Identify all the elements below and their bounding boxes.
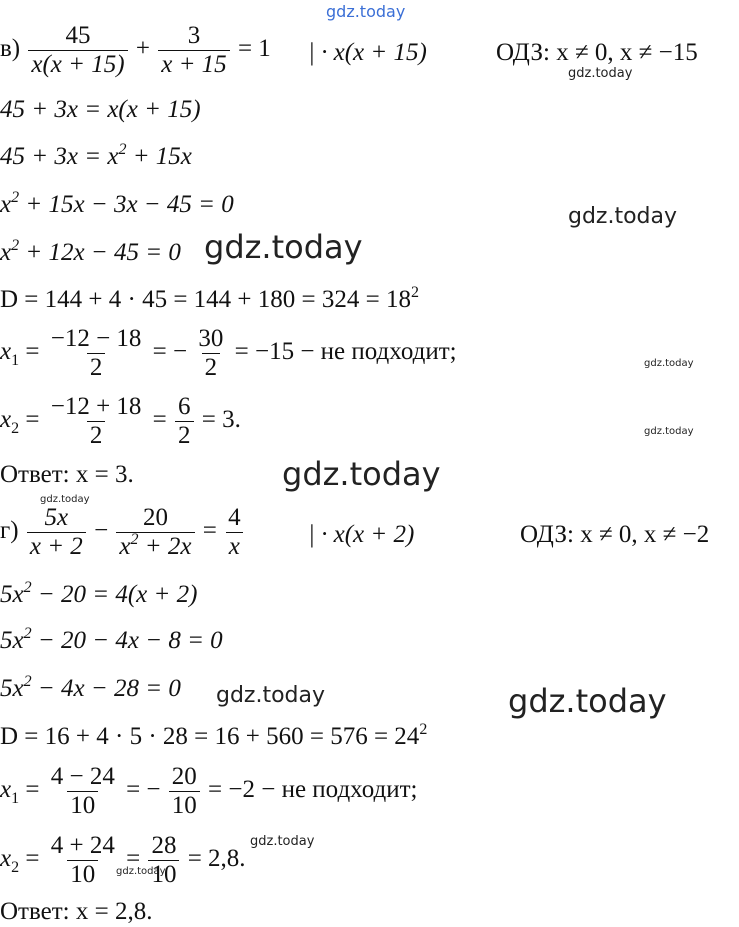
step-line: $x^2 + 15x - 3x - 45 = 0$: [0, 189, 234, 218]
watermark: gdz.today: [204, 228, 363, 266]
multiplier-note: | · x(x + 2): [308, 521, 415, 548]
watermark-top: gdz.today: [326, 2, 406, 21]
step-line: $5x^2 - 20 - 4x - 8 = 0$: [0, 625, 223, 654]
fraction: $\frac{28}{10}$: [148, 832, 179, 889]
watermark: gdz.today: [116, 866, 166, 877]
numerator: 3: [187, 22, 201, 49]
watermark: gdz.today: [644, 426, 694, 437]
fraction: $\frac{-12 - 18}{2}$: [50, 325, 142, 381]
part-label: г): [0, 517, 19, 545]
discriminant-line: $D = 144 + 4 \cdot 45 = 144 + 180 = 324 = 18^2$: [0, 284, 419, 313]
step-line: $5x^2 - 20 = 4(x + 2)$: [0, 579, 198, 608]
root-x1: $x_1$ = $\frac{-12 - 18}{2}$ = − $\frac{30}{2}$ = −15 − не подходит;: [0, 325, 457, 381]
answer-g: Ответ: x = 2,8.: [0, 898, 153, 925]
denominator: x + 15: [158, 50, 229, 79]
watermark: gdz.today: [250, 834, 315, 849]
fraction: [158, 22, 229, 79]
discriminant-line: $D = 16 + 4 \cdot 5 \cdot 28 = 16 + 560 = 576 = 24^2$: [0, 721, 428, 750]
watermark: gdz.today: [508, 682, 667, 720]
answer-v: Ответ: x = 3.: [0, 461, 134, 488]
watermark: gdz.today: [40, 494, 90, 505]
root-x2: $x_2$ = $\frac{4 + 24}{10}$ = $\frac{28}{10}$ = 2,8.: [0, 832, 246, 888]
fraction: $\frac{6}{2}$: [175, 393, 194, 450]
domain-note: ОДЗ: x ≠ 0, x ≠ −2: [520, 521, 710, 548]
domain-note: ОДЗ: x ≠ 0, x ≠ −15: [496, 39, 698, 66]
watermark: gdz.today: [568, 66, 633, 81]
denominator: x(x + 15): [28, 50, 127, 79]
fraction: $\frac{20}{10}$: [169, 763, 200, 820]
root-x2: $x_2$ = $\frac{-12 + 18}{2}$ = $\frac{6}{2}$ = 3.: [0, 393, 241, 449]
rhs: = 1: [237, 35, 271, 63]
fraction: $\frac{20}{x^2 + 2x}$: [116, 504, 194, 561]
step-line: $45 + 3x = x^2 + 15x$: [0, 141, 192, 170]
watermark: gdz.today: [216, 683, 326, 708]
fraction: $\frac{-12 + 18}{2}$: [50, 393, 142, 449]
watermark: gdz.today: [644, 358, 694, 369]
step-line: $x^2 + 12x - 45 = 0$: [0, 237, 181, 266]
fraction: $\frac{30}{2}$: [198, 325, 224, 381]
root-x1: $x_1$ = $\frac{4 - 24}{10}$ = − $\frac{20}{10}$ = −2 − не подходит;: [0, 763, 418, 819]
watermark: gdz.today: [568, 204, 678, 229]
part-label: в): [0, 35, 21, 63]
equation-v: [0, 22, 271, 79]
multiplier-note: | · x(x + 15): [308, 39, 427, 66]
fraction: $\frac{4 - 24}{10}$: [50, 763, 115, 819]
fraction: $\frac{5x}{x + 2}$: [27, 504, 86, 561]
watermark: gdz.today: [282, 455, 441, 493]
operator: +: [135, 35, 150, 63]
fraction: $\frac{4}{x}$: [225, 504, 244, 561]
fraction: [28, 22, 127, 79]
fraction: $\frac{4 + 24}{10}$: [50, 832, 115, 888]
numerator: 45: [65, 22, 91, 49]
equation-g: г) $\frac{5x}{x + 2}$ − $\frac{20}{x^2 + 2x}$ = $\frac{4}{x}$: [0, 504, 246, 561]
step-line: 45 + 3x = x(x + 15): [0, 96, 201, 123]
step-line: $5x^2 - 4x - 28 = 0$: [0, 673, 181, 702]
